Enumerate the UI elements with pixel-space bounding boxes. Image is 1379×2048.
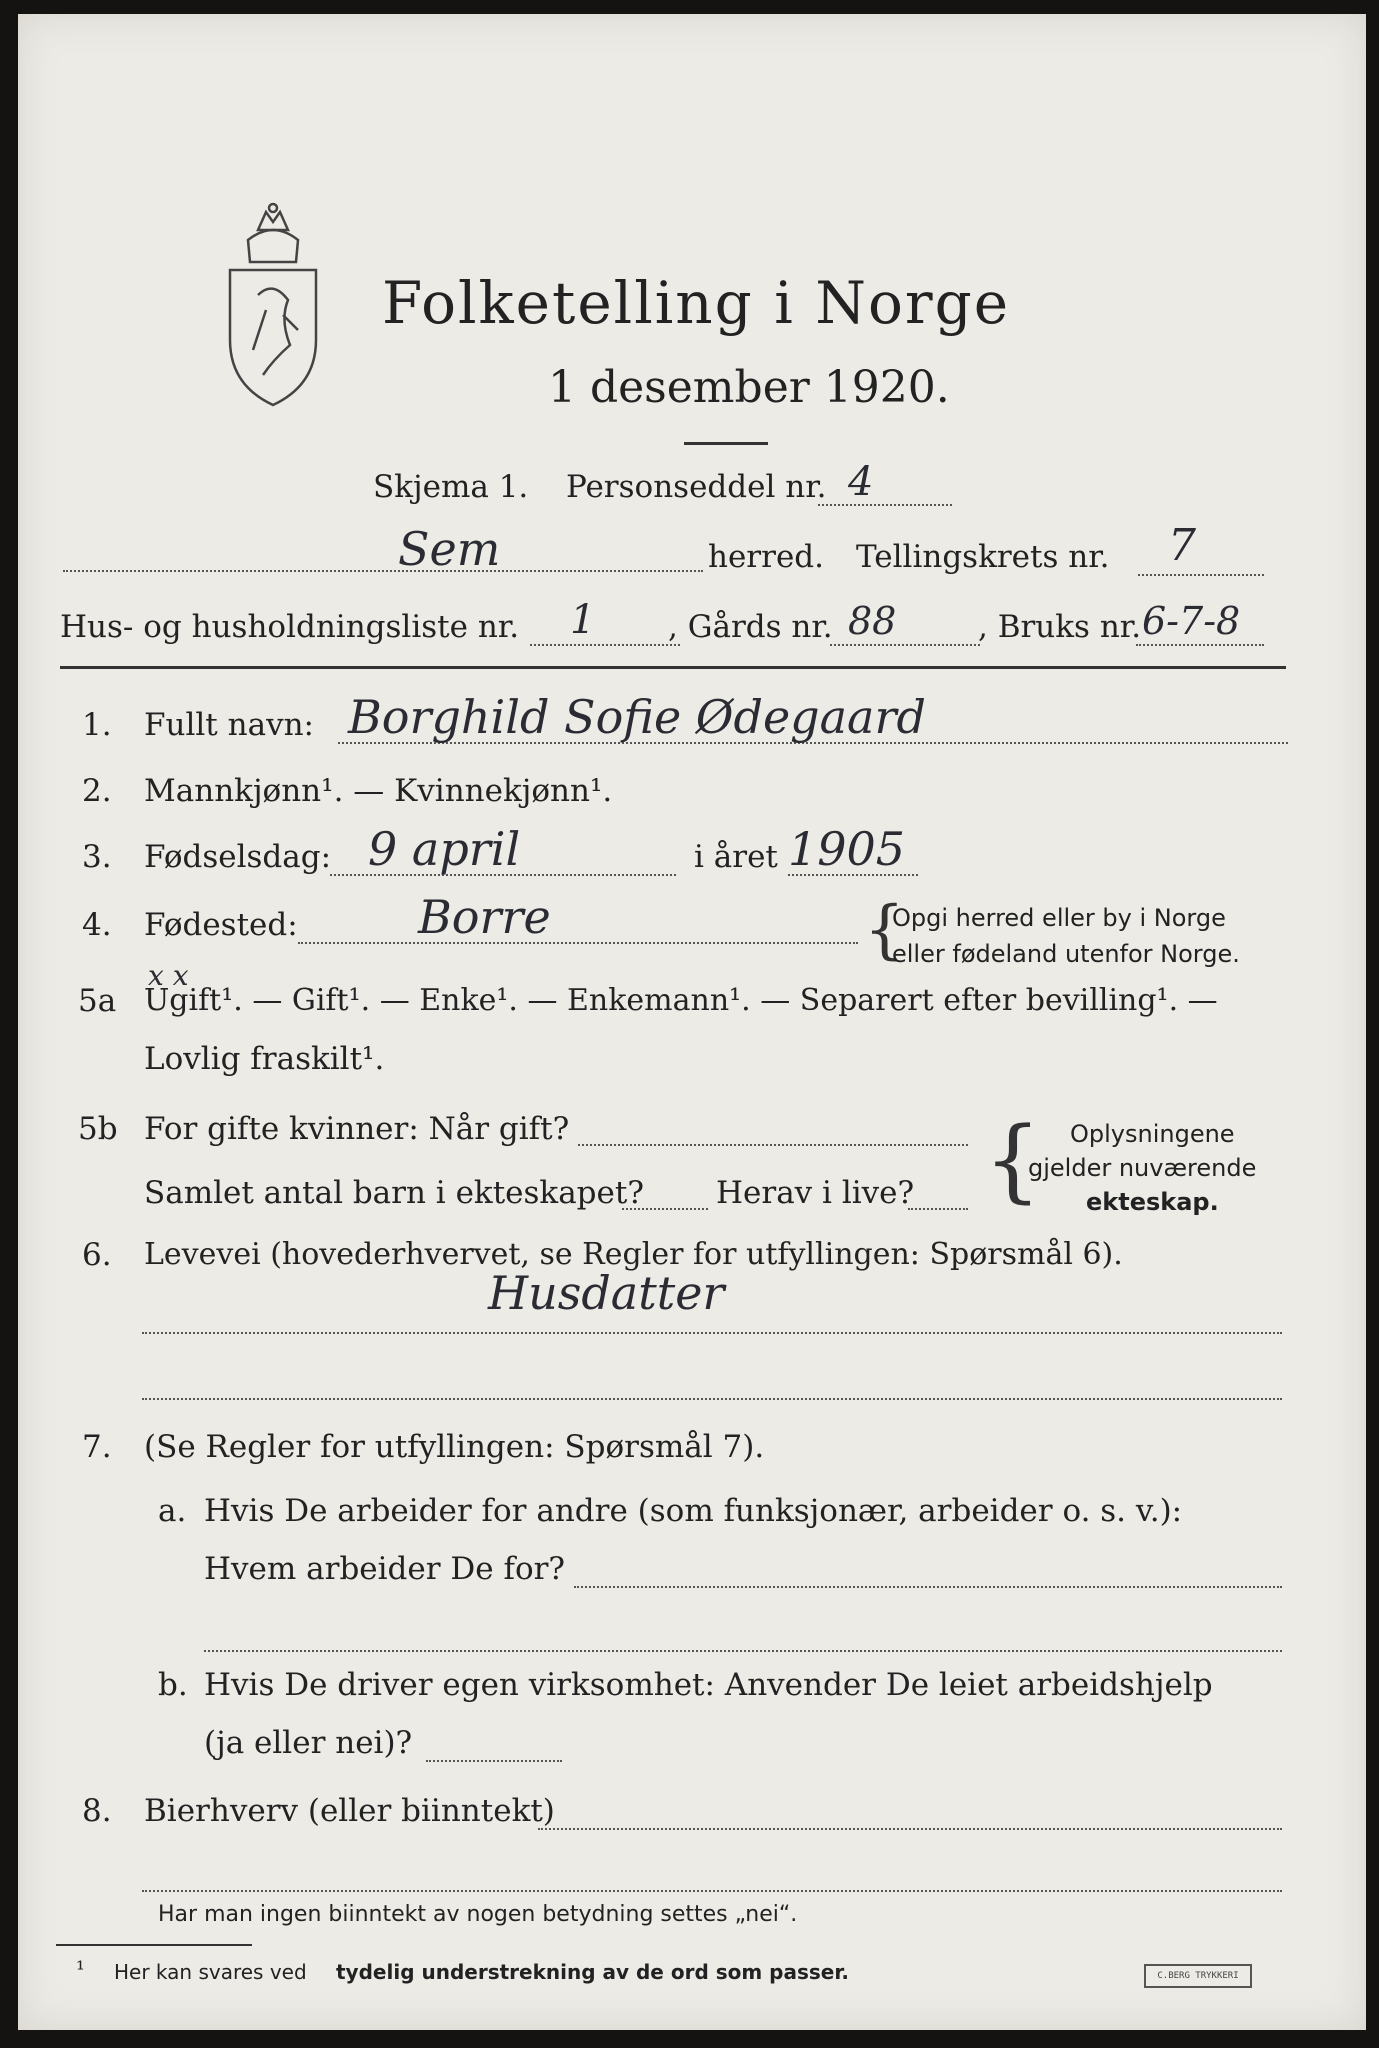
- hvem-arbeider-line2: [204, 1650, 1282, 1652]
- fodested-value: Borre: [418, 890, 551, 944]
- hvem-arbeider-line: [574, 1586, 1282, 1588]
- q5b-note-line3: ekteskap.: [1086, 1188, 1219, 1216]
- q6-number: 6.: [82, 1237, 112, 1273]
- herred-line: [63, 570, 703, 572]
- q7b-line1: Hvis De driver egen virksomhet: Anvender De leiet arbeidshjelp: [204, 1667, 1213, 1703]
- census-date: 1 desember 1920.: [548, 362, 950, 413]
- bierhverv-line: [538, 1828, 1282, 1830]
- q7-label: (Se Regler for utfyllingen: Spørsmål 7).: [144, 1429, 765, 1465]
- q8-note: Har man ingen biinntekt av nogen betydning settes „nei“.: [158, 1902, 798, 1927]
- tellingskrets-label: Tellingskrets nr.: [856, 539, 1110, 575]
- levevei-line1: [142, 1332, 1282, 1334]
- skjema-label: Skjema 1.: [373, 469, 529, 505]
- q4-brace: {: [864, 893, 905, 967]
- bruks-value: 6-7-8: [1142, 599, 1241, 643]
- personseddel-line: [818, 504, 952, 506]
- hus-label: Hus- og husholdningsliste nr.: [60, 609, 520, 645]
- herav-i-live-line: [908, 1208, 968, 1210]
- hus-line: [530, 644, 680, 646]
- q6-label: Levevei (hovederhvervet, se Regler for utfyllingen: Spørsmål 6).: [144, 1237, 1123, 1272]
- gards-value: 88: [848, 599, 897, 643]
- q5b-line2-a: Samlet antal barn i ekteskapet?: [144, 1175, 644, 1211]
- bruks-line: [1136, 644, 1264, 646]
- bierhverv-line2: [142, 1890, 1282, 1892]
- q8-number: 8.: [82, 1793, 112, 1829]
- q1-label: Fullt navn:: [144, 707, 314, 743]
- q5b-line1: For gifte kvinner: Når gift?: [144, 1111, 570, 1147]
- q7b-line2: (ja eller nei)?: [204, 1725, 413, 1761]
- tellingskrets-value: 7: [1168, 520, 1196, 571]
- footnote-text-a: Her kan svares ved: [114, 1960, 307, 1984]
- fodested-line: [298, 942, 858, 944]
- q7a-line2: Hvem arbeider De for?: [204, 1551, 566, 1587]
- antal-barn-line: [622, 1208, 708, 1210]
- levevei-value: Husdatter: [488, 1266, 725, 1320]
- nar-gift-line: [578, 1144, 968, 1146]
- q5a-number: 5a: [78, 983, 117, 1019]
- q5b-note-line1: Oplysningene: [1070, 1120, 1235, 1148]
- q7a-number: a.: [158, 1493, 187, 1529]
- q8-label: Bierhverv (eller biinntekt): [144, 1793, 555, 1829]
- form-title: Folketelling i Norge: [382, 269, 1011, 337]
- q5b-brace: {: [984, 1108, 1042, 1213]
- q2-number: 2.: [82, 773, 112, 809]
- tellingskrets-line: [1138, 574, 1264, 576]
- herred-value: Sem: [398, 522, 501, 576]
- header-rule: [60, 666, 1286, 669]
- q5b-number: 5b: [78, 1111, 118, 1147]
- q4-note-line1: Opgi herred eller by i Norge: [892, 904, 1226, 932]
- footnote-text-b: tydelig understrekning av de ord som passer.: [336, 1960, 849, 1984]
- title-divider: [684, 442, 768, 445]
- footnote-mark: ¹: [76, 1958, 85, 1983]
- herred-label: herred.: [708, 539, 824, 575]
- q4-note-line2: eller fødeland utenfor Norge.: [892, 940, 1240, 968]
- printer-stamp-text: C.BERG TRYKKERI: [1157, 1971, 1239, 1981]
- q1-number: 1.: [82, 707, 112, 743]
- bruks-label: , Bruks nr.: [978, 609, 1142, 645]
- q3-label: Fødselsdag:: [144, 839, 332, 875]
- q5a-mark: x x: [148, 959, 189, 992]
- levevei-line2: [142, 1398, 1282, 1400]
- arbeidshjelp-line: [426, 1760, 562, 1762]
- q4-label: Fødested:: [144, 907, 298, 943]
- q5a-line1: Ugift¹. — Gift¹. — Enke¹. — Enkemann¹. — Separert efter bevilling¹. —: [144, 983, 1218, 1018]
- q7-number: 7.: [82, 1429, 112, 1465]
- personseddel-label: Personseddel nr.: [566, 469, 827, 505]
- gards-line: [830, 644, 980, 646]
- aret-value: 1905: [788, 822, 906, 876]
- fullt-navn-value: Borghild Sofie Ødegaard: [348, 690, 926, 744]
- q4-number: 4.: [82, 907, 112, 943]
- q7b-number: b.: [158, 1667, 188, 1703]
- q7a-line1: Hvis De arbeider for andre (som funksjonær, arbeider o. s. v.):: [204, 1493, 1183, 1529]
- footnote-rule: [56, 1944, 252, 1946]
- gards-label: , Gårds nr.: [668, 609, 833, 645]
- aret-label: i året: [694, 839, 778, 875]
- norwegian-coat-of-arms-icon: [218, 200, 328, 410]
- q2-label: Mannkjønn¹. — Kvinnekjønn¹.: [144, 773, 613, 809]
- hus-value: 1: [570, 597, 596, 643]
- q5b-note-line2: gjelder nuværende: [1028, 1154, 1257, 1182]
- q5b-line2-b: Herav i live?: [716, 1175, 915, 1211]
- personseddel-value: 4: [848, 459, 874, 505]
- census-form-page: [18, 14, 1366, 2030]
- fodselsdag-value: 9 april: [368, 822, 521, 876]
- q3-number: 3.: [82, 839, 112, 875]
- printer-stamp: [1144, 1964, 1252, 1988]
- q5a-line2: Lovlig fraskilt¹.: [144, 1041, 385, 1077]
